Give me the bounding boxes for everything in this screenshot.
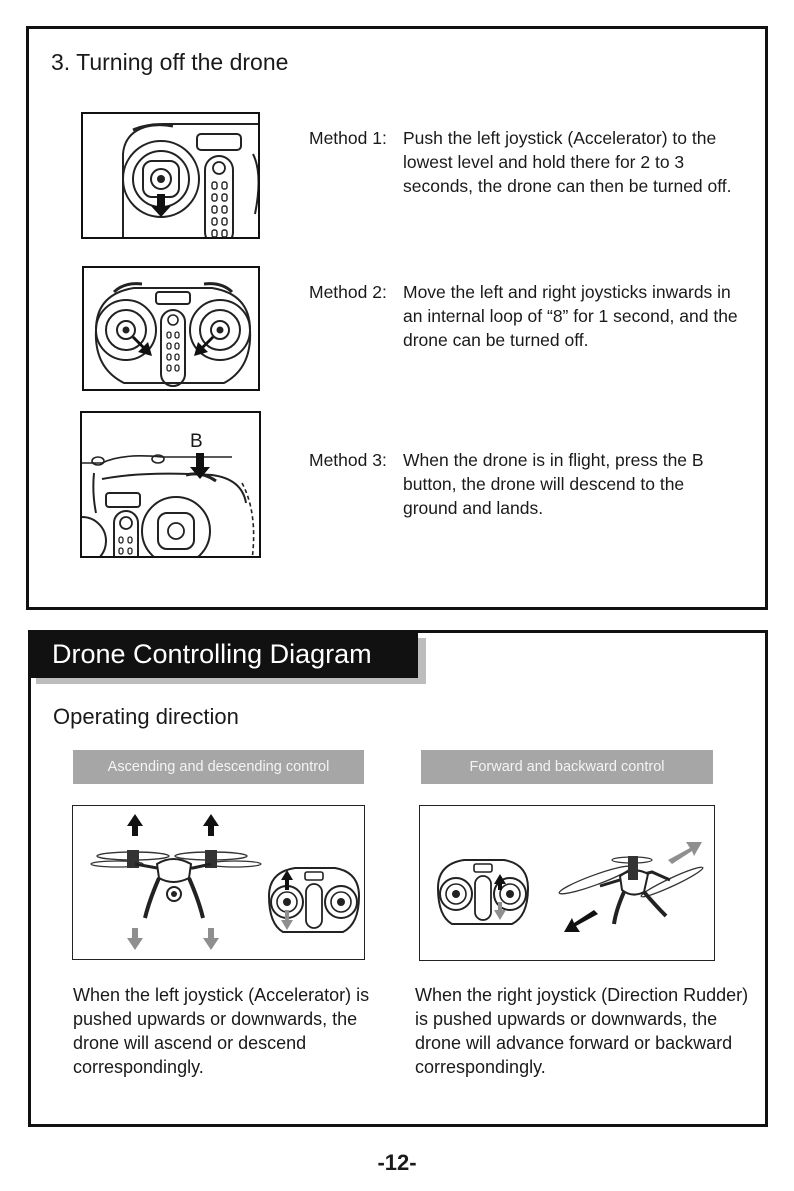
method-2-illustration <box>82 266 260 391</box>
method-1 <box>309 126 743 198</box>
method-2 <box>309 280 743 352</box>
forward-backward-diagram <box>419 805 715 961</box>
method-3-label: Method 3: <box>309 450 387 470</box>
section-banner: Drone Controlling Diagram <box>28 630 418 678</box>
method-3-text: When the drone is in flight, press the B button, the drone will descend to the ground and lands. <box>403 450 704 518</box>
b-button-label: B <box>190 431 203 452</box>
section-title: 3. Turning off the drone <box>51 49 289 75</box>
forward-backward-description: When the right joystick (Direction Rudder) is pushed upwards or downwards, the drone will advance forward or backward correspondingly. <box>415 985 749 1077</box>
page-number: -12- <box>377 1150 417 1175</box>
ascend-descend-description: When the left joystick (Accelerator) is pushed upwards or downwards, the drone will ascend or descend correspondingly. <box>73 985 370 1077</box>
method-3 <box>309 448 743 520</box>
subheading: Operating direction <box>53 704 239 729</box>
method-1-label: Method 1: <box>309 128 387 148</box>
method-1-illustration <box>81 112 260 239</box>
method-2-label: Method 2: <box>309 282 387 302</box>
method-1-text: Push the left joystick (Accelerator) to the lowest level and hold there for 2 to 3 seconds, the drone can then be turned off. <box>403 128 732 196</box>
forward-backward-label-bar: Forward and backward control <box>421 750 713 784</box>
method-3-illustration <box>80 411 261 558</box>
ascend-descend-label-bar: Ascending and descending control <box>73 750 364 784</box>
method-2-text: Move the left and right joysticks inwards in an internal loop of “8” for 1 second, and the drone can be turned off. <box>403 282 738 350</box>
ascend-descend-diagram <box>72 805 365 960</box>
